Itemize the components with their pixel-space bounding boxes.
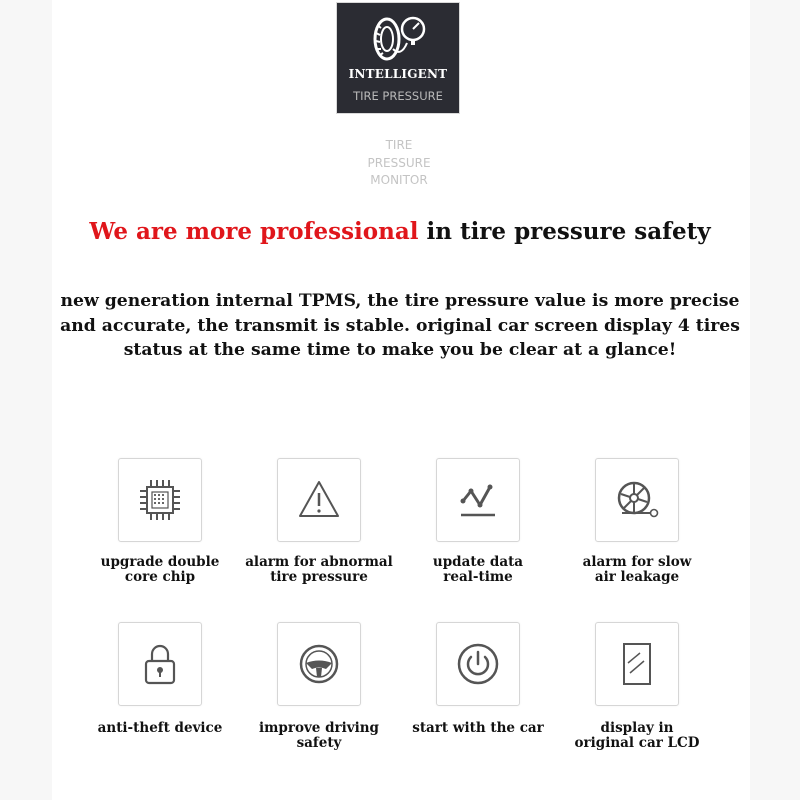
brand-badge — [336, 2, 460, 114]
feature-label-line: start with the car — [412, 720, 544, 736]
feature-label — [239, 721, 399, 751]
feature-label-line: alarm for slow — [582, 554, 692, 570]
feature-label — [239, 555, 399, 585]
tire-gauge-icon — [367, 13, 429, 63]
feature-label — [80, 721, 240, 736]
feature-label-line: real-time — [443, 569, 513, 585]
feature-icon-box — [118, 458, 202, 542]
feature-label-line: display in — [600, 720, 674, 736]
feature-icon-box — [118, 622, 202, 706]
power-icon — [453, 639, 503, 689]
steering-wheel-icon — [294, 639, 344, 689]
monitor-line: TIRE — [385, 138, 413, 152]
badge-subtitle: TIRE PRESSURE — [353, 89, 443, 103]
monitor-line: PRESSURE — [367, 155, 431, 170]
feature-label — [557, 721, 717, 751]
graph-icon — [453, 475, 503, 525]
feature-label-line: alarm for abnormal — [245, 554, 393, 570]
feature-label — [557, 555, 717, 585]
page-headline — [0, 218, 800, 245]
feature-label-line: improve driving — [258, 720, 379, 736]
feature-icon-box — [277, 622, 361, 706]
description-text: new generation internal TPMS, the tire pressure value is more precise and accurate, the transmit is stable. original car screen display 4 tires status at the same time to make you be clear at a glance! — [60, 291, 740, 360]
feature-icon-box — [277, 458, 361, 542]
feature-label — [80, 555, 240, 585]
feature-label-line: update data — [432, 554, 524, 570]
badge-title: INTELLIGENT — [348, 67, 448, 81]
feature-icon-box — [436, 458, 520, 542]
feature-icon-box — [595, 458, 679, 542]
feature-label — [398, 555, 558, 585]
feature-label-line: safety — [296, 735, 342, 751]
feature-icon-box — [595, 622, 679, 706]
tire-leak-icon — [612, 475, 662, 525]
screen-icon — [612, 639, 662, 689]
feature-label-line: core chip — [124, 569, 196, 585]
monitor-line: MONITOR — [370, 173, 428, 187]
warning-icon — [294, 475, 344, 525]
feature-icon-box — [436, 622, 520, 706]
lock-icon — [135, 639, 185, 689]
feature-label-line: tire pressure — [270, 569, 368, 585]
feature-label-line: anti-theft device — [97, 720, 223, 736]
feature-label-line: upgrade double — [100, 554, 220, 570]
headline-rest: in tire pressure safety — [418, 218, 711, 245]
feature-label-line: original car LCD — [574, 735, 700, 751]
monitor-caption — [336, 137, 462, 190]
feature-label — [398, 721, 558, 736]
headline-highlight: We are more professional — [89, 218, 419, 245]
feature-label-line: air leakage — [594, 569, 680, 585]
chip-icon — [135, 475, 185, 525]
